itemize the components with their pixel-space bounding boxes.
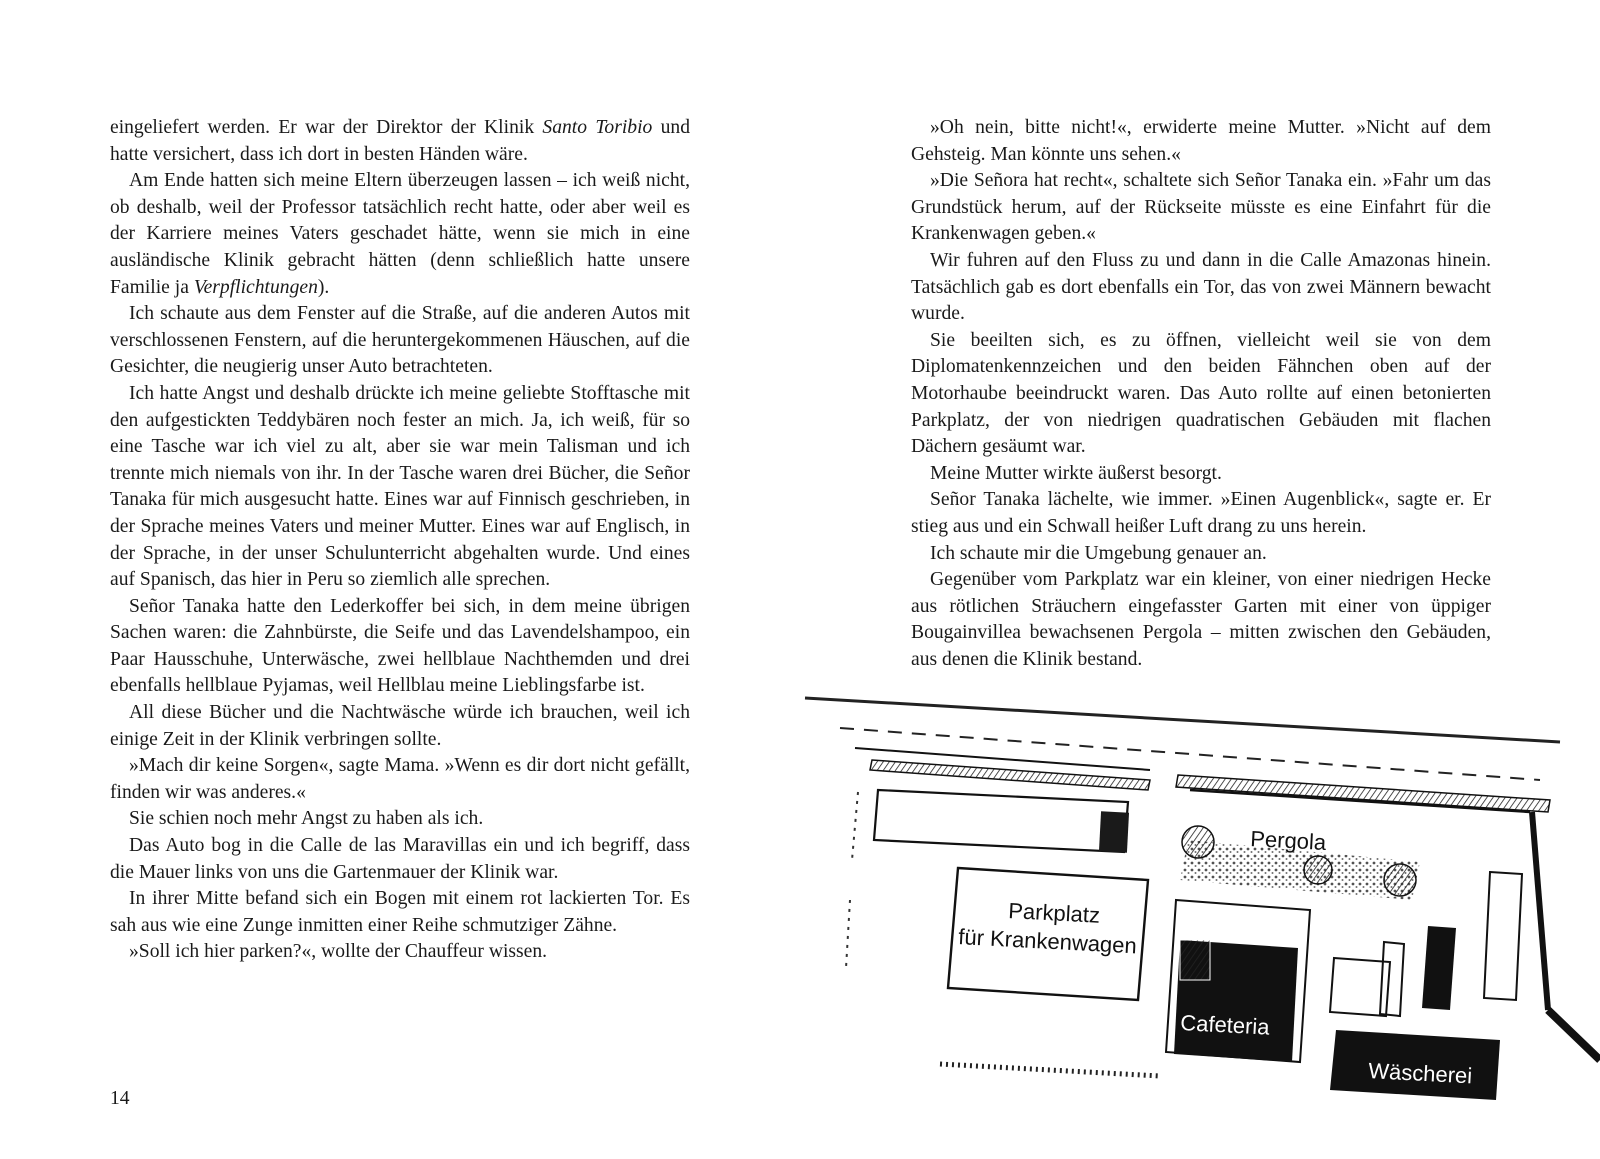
paragraph: »Soll ich hier parken?«, wollte der Chauffeur wissen. (129, 941, 548, 963)
paragraph: »Mach dir keine Sorgen«, sagte Mama. »Wenn es dir dort nicht gefällt, finden wir was anderes.« (110, 755, 690, 803)
bush (1384, 864, 1416, 896)
paragraph: All diese Bücher und die Nachtwäsche würde ich brauchen, weil ich einige Zeit in der Klinik verbringen sollte. (110, 702, 690, 750)
paragraph: Ich schaute mir die Umgebung genauer an. (930, 542, 1267, 564)
right-column (911, 115, 1491, 673)
left-column (110, 115, 690, 966)
paragraph: Ich hatte Angst und deshalb drückte ich meine geliebte Stofftasche mit den aufgestickten Teddybären noch fester an mich. Ja, ich weiß, für so eine Tasche war ich viel zu alt, aber sie war mein Talisman und ich trennte mich niemals von ihr. In der Tasche waren drei Bücher, die Señor Tanaka für mich ausgesucht hatte. Eines war auf Finnisch geschrieben, in der Sprache meines Vaters und meiner Mutter. Eines war auf Englisch, in der Sprache, in der unser Schulunterricht abgehalten wurde. Und eines auf Spanisch, das hier in Peru so ziemlich alle sprechen. (110, 382, 690, 591)
lower-hedge (940, 1064, 1160, 1076)
paragraph: Sie beeilten sich, es zu öffnen, vielleicht weil sie von dem Diplomatenkennzeichen und den beiden Fähnchen oben auf der Motorhaube beeindruckt waren. Das Auto rollte auf einen betonierten Parkplatz, der von niedrigen quadratischen Gebäuden mit flachen Dächern gesäumt war. (911, 329, 1491, 458)
street-line (805, 698, 1560, 742)
clinic-map-illustration (800, 690, 1600, 1159)
paragraph: Meine Mutter wirkte äußerst besorgt. (930, 462, 1222, 484)
lower-right-edge (1548, 1010, 1600, 1060)
paragraph: Señor Tanaka lächelte, wie immer. »Einen Augenblick«, sagte er. Er stieg aus und ein Schwall heißer Luft drang zu uns herein. (911, 489, 1491, 537)
laundry-label: Wäscherei (1367, 1058, 1473, 1089)
paragraph: Wir fuhren auf den Fluss zu und dann in die Calle Amazonas hinein. Tatsächlich gab es dort ebenfalls ein Tor, das von zwei Männern bewacht wurde. (911, 249, 1491, 325)
pergola-label: Pergola (1249, 826, 1327, 855)
page-number: 14 (110, 1088, 130, 1109)
cafeteria-side-hatch (1180, 940, 1210, 980)
bush (1304, 856, 1332, 884)
parking-label-line2: für Krankenwagen (957, 924, 1138, 959)
paragraph: Gegenüber vom Parkplatz war ein kleiner, von einer niedrigen Hecke aus rötlichen Sträuchern eingefasster Garten mit einer von üppiger Bougainvillea bewachsenen Pergola – mitten zwischen den Gebäuden, aus denen die Klinik bestand. (911, 569, 1491, 670)
paragraph: Sie schien noch mehr Angst zu haben als ich. (129, 808, 484, 830)
paragraph: »Die Señora hat recht«, schaltete sich Señor Tanaka ein. »Fahr um das Grundstück herum, auf der Rückseite müsste es eine Einfahrt für die Krankenwagen geben.« (911, 170, 1491, 245)
paragraph: Señor Tanaka hatte den Lederkoffer bei sich, in dem meine übrigen Sachen waren: die Zahnbürste, die Seife und das Lavendelshampoo, ein Paar Hausschuhe, Unterwäsche, zwei hellblaue Nachthemden und drei ebenfalls hellblaue Pyjamas, weil Hellblau meine Lieblingsfarbe ist. (110, 595, 690, 697)
parking-label-line1: Parkplatz (1007, 898, 1101, 928)
cafeteria-label: Cafeteria (1179, 1010, 1271, 1040)
right-side-wall (1532, 812, 1548, 1010)
right-building (1484, 872, 1522, 1000)
dark-building (1422, 926, 1456, 1010)
building-left (874, 790, 1128, 852)
paragraph: eingeliefert werden. Er war der Direktor der Klinik Santo Toribio und hatte versichert, dass ich dort in besten Händen wäre. (110, 117, 691, 165)
bush (1182, 826, 1214, 858)
paragraph: In ihrer Mitte befand sich ein Bogen mit einem rot lackierten Tor. Es sah aus wie eine Zunge inmitten einer Reihe schmutziger Zähne. (110, 888, 690, 936)
paragraph: Am Ende hatten sich meine Eltern überzeugen lassen – ich weiß nicht, ob deshalb, weil der Professor tatsächlich recht hatte, oder aber weil es der Karriere meines Vaters geschadet hätte, wenn sie mich in eine ausländische Klinik gebracht hätten (denn schließlich hatte unsere Familie ja Verpflichtungen). (110, 170, 690, 298)
paragraph: Ich schaute aus dem Fenster auf die Straße, auf die anderen Autos mit verschlossenen Fenstern, auf die heruntergekommenen Häuschen, auf die Gesichter, die neugierig unser Auto betrachteten. (110, 303, 690, 378)
paragraph: Das Auto bog in die Calle de las Maravillas ein und ich begriff, dass die Mauer links von uns die Gartenmauer der Klinik war. (110, 835, 690, 883)
wall-left (870, 760, 1150, 790)
left-edge-marks (846, 792, 858, 968)
paragraph: »Oh nein, bitte nicht!«, erwiderte meine Mutter. »Nicht auf dem Gehsteig. Man könnte uns sehen.« (911, 117, 1491, 165)
building-left-dark (1099, 811, 1129, 852)
small-building (1380, 942, 1404, 1016)
